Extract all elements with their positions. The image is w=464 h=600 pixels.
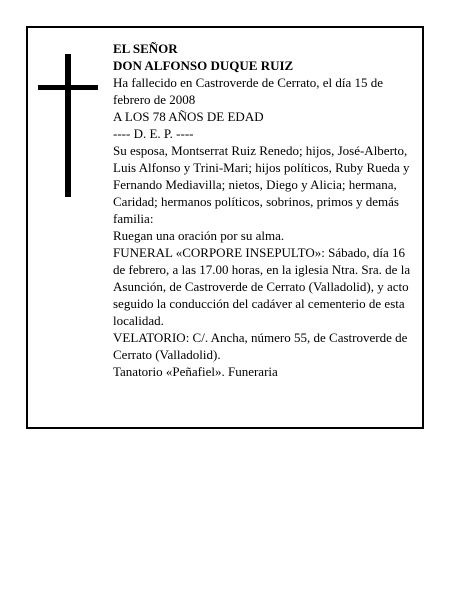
latin-cross-icon (38, 54, 98, 197)
funeral-home: Tanatorio «Peñafiel». Funeraria (113, 364, 278, 379)
family-list: Su esposa, Montserrat Ruiz Renedo; hijos, José-Alberto, Luis Alfonso y Trini-Mari; hijos políticos, Ruby Rueda y Fernando Mediavilla; nietos, Diego y Alicia; hermana, Caridad; hermanos políticos, sobrinos, primos y demás familia: (113, 143, 410, 226)
death-info: Ha fallecido en Castroverde de Cerrato, el día 15 de febrero de 2008 (113, 75, 383, 107)
rip-line: ---- D. E. P. ---- (113, 126, 194, 141)
deceased-name: DON ALFONSO DUQUE RUIZ (113, 58, 294, 73)
age-line: A LOS 78 AÑOS DE EDAD (113, 109, 264, 124)
cross-vertical-bar (65, 54, 71, 197)
prayer-request: Ruegan una oración por su alma. (113, 228, 285, 243)
wake-details: VELATORIO: C/. Ancha, número 55, de Castroverde de Cerrato (Valladolid). (113, 330, 408, 362)
funeral-details: FUNERAL «CORPORE INSEPULTO»: Sábado, día 16 de febrero, a las 17.00 horas, en la iglesia Ntra. Sra. de la Asunción, de Castroverde de Cerrato (Valladolid), y acto seguido la conducción del cadáver al cementerio de esta localidad. (113, 245, 411, 328)
obituary-text (113, 40, 419, 380)
notice-heading-title: EL SEÑOR (113, 41, 178, 56)
cross-horizontal-bar (38, 85, 98, 90)
